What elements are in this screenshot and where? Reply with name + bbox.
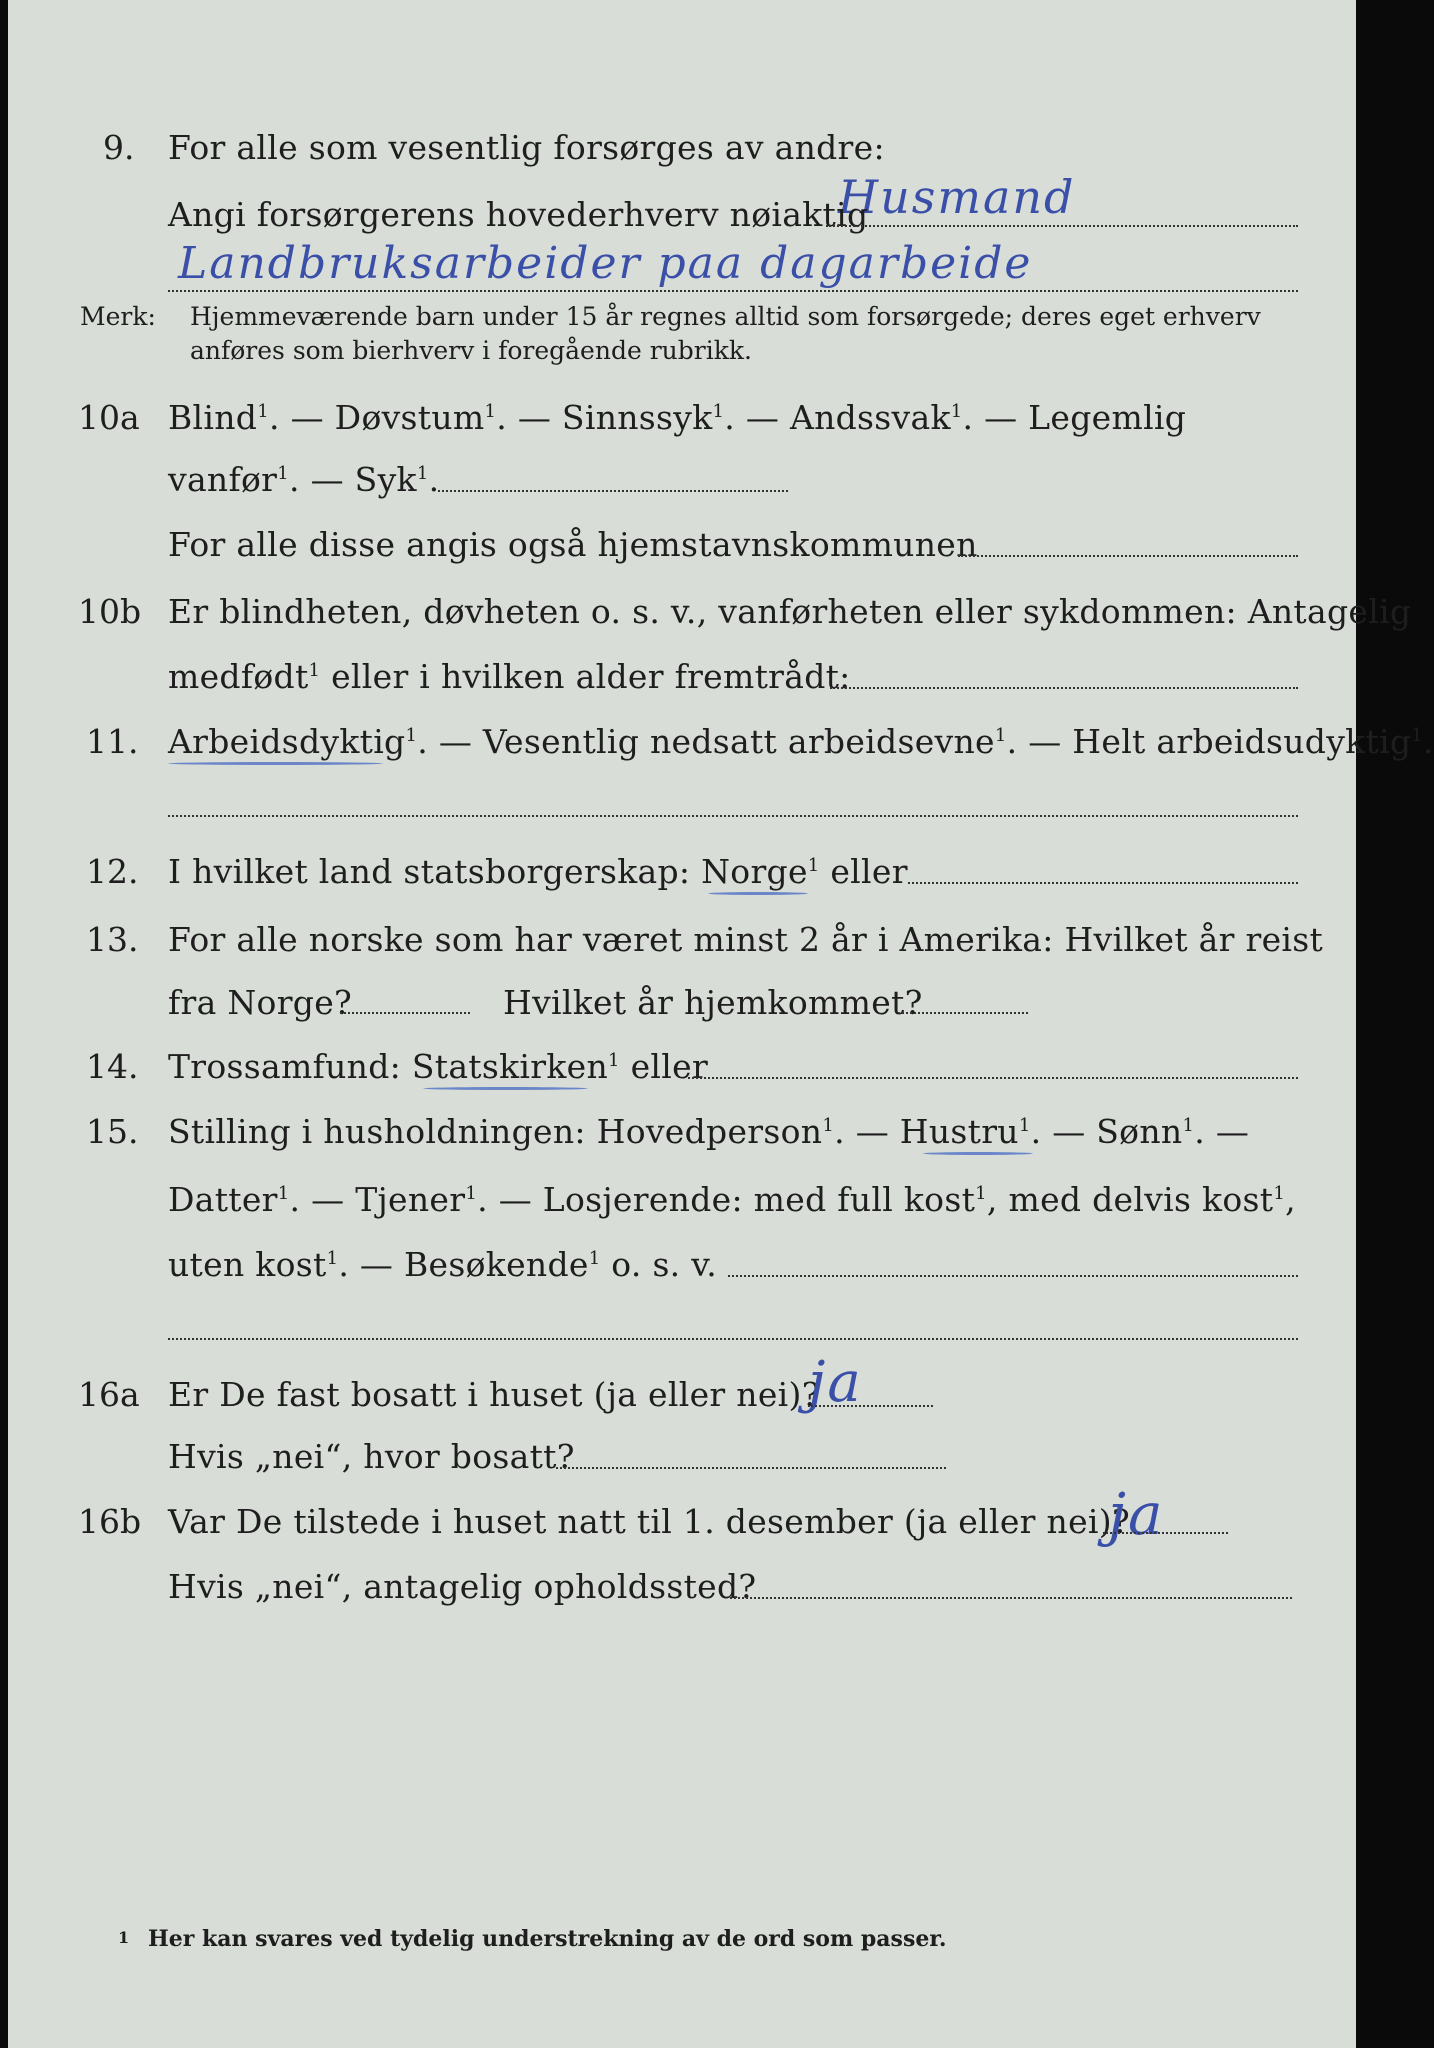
- q16a-line2: Hvis „nei“, hvor bosatt?: [168, 1437, 575, 1476]
- q10a-line3: For alle disse angis også hjemstavnskommunen: [168, 525, 978, 564]
- q14-line: Trossamfund: Statskirken$^1$ eller: [168, 1047, 709, 1086]
- note-line2: anføres som bierhverv i foregående rubrikk.: [190, 336, 752, 365]
- q9-line2: Angi forsørgerens hovederhverv nøiaktig: [168, 195, 869, 234]
- q16a-where-line: [556, 1467, 946, 1469]
- q12-handwritten-underline: [708, 892, 808, 895]
- q10a-number: 10a: [78, 398, 140, 437]
- q15-line3: uten kost$^1$. — Besøkende$^1$ o. s. v.: [168, 1245, 718, 1284]
- q13-line1: For alle norske som har været minst 2 år i Amerika: Hvilket år reist: [168, 920, 1324, 959]
- q9-line1: For alle som vesentlig forsørges av andre:: [168, 128, 885, 167]
- note-line1: Hjemmeværende barn under 15 år regnes alltid som forsørgede; deres eget erhverv: [190, 302, 1261, 331]
- q11-line: Arbeidsdyktig$^1$. — Vesentlig nedsatt arbeidsevne$^1$. — Helt arbeidsudyktig$^1$.: [168, 722, 1434, 761]
- q10b-number: 10b: [78, 592, 142, 631]
- q14-answer-line: [688, 1077, 1298, 1079]
- q11-answer-line: [168, 815, 1298, 817]
- q9-answer-line2: [168, 290, 1298, 292]
- q13-year-returned-line: [898, 1012, 1028, 1014]
- q16b-residence-line: [730, 1597, 1292, 1599]
- q16b-line2: Hvis „nei“, antagelig opholdssted?: [168, 1567, 757, 1606]
- q9-answer-line1: [826, 225, 1298, 227]
- q12-answer-line: [908, 882, 1298, 884]
- q10a-home-municipality-line: [958, 555, 1298, 557]
- q14-number: 14.: [86, 1047, 139, 1086]
- q10a-line1: Blind$^1$. — Døvstum$^1$. — Sinnssyk$^1$. — Andssvak$^1$. — Legemlig: [168, 398, 1187, 437]
- q15-line2: Datter$^1$. — Tjener$^1$. — Losjerende: med full kost$^1$, med delvis kost$^1$,: [168, 1180, 1296, 1219]
- q13-year-left-line: [340, 1012, 470, 1014]
- q10b-line1: Er blindheten, døvheten o. s. v., vanførheten eller sykdommen: Antagelig: [168, 592, 1412, 631]
- footnote-text: Her kan svares ved tydelig understrekning av de ord som passer.: [148, 1926, 947, 1952]
- q12-number: 12.: [86, 852, 139, 891]
- q12-line: I hvilket land statsborgerskap: Norge$^1$ eller: [168, 852, 908, 891]
- q10a-sick-answer-line: [438, 490, 788, 492]
- q16b-answer-line: [1103, 1532, 1228, 1534]
- q15-answer-line2: [168, 1338, 1298, 1340]
- q9-handwritten-occupation: Husmand: [838, 170, 1076, 224]
- q15-handwritten-underline: [923, 1152, 1033, 1155]
- q16b-handwritten-answer: ja: [1108, 1480, 1165, 1548]
- q15-line1: Stilling i husholdningen: Hovedperson$^1$. — Hustru$^1$. — Sønn$^1$. —: [168, 1112, 1250, 1151]
- q15-number: 15.: [86, 1112, 139, 1151]
- q16a-number: 16a: [78, 1375, 140, 1414]
- q16b-line1: Var De tilstede i huset natt til 1. desember (ja eller nei)?: [168, 1502, 1130, 1541]
- q11-number: 11.: [86, 722, 139, 761]
- q16b-number: 16b: [78, 1502, 142, 1541]
- q9-handwritten-occupation-2: Landbruksarbeider paa dagarbeide: [178, 238, 1033, 289]
- q9-number: 9.: [103, 128, 135, 167]
- note-label: Merk:: [80, 302, 156, 331]
- q10a-line2: vanfør$^1$. — Syk$^1$.: [168, 460, 440, 499]
- q16a-line1: Er De fast bosatt i huset (ja eller nei)?: [168, 1375, 820, 1414]
- q13-line2a: fra Norge?: [168, 983, 353, 1022]
- q16a-handwritten-answer: ja: [808, 1350, 863, 1415]
- q15-answer-line1: [728, 1275, 1298, 1277]
- q10b-answer-line: [830, 687, 1298, 689]
- q13-line2b: Hvilket år hjemkommet?: [503, 983, 923, 1022]
- q13-number: 13.: [86, 920, 139, 959]
- census-form-page: [8, 0, 1434, 2048]
- footnote-marker: 1: [118, 1928, 130, 1947]
- q11-handwritten-underline: [168, 762, 383, 765]
- q14-handwritten-underline: [423, 1087, 588, 1090]
- q16a-answer-line: [808, 1405, 933, 1407]
- q10b-line2: medfødt$^1$ eller i hvilken alder fremtrådt:: [168, 657, 851, 696]
